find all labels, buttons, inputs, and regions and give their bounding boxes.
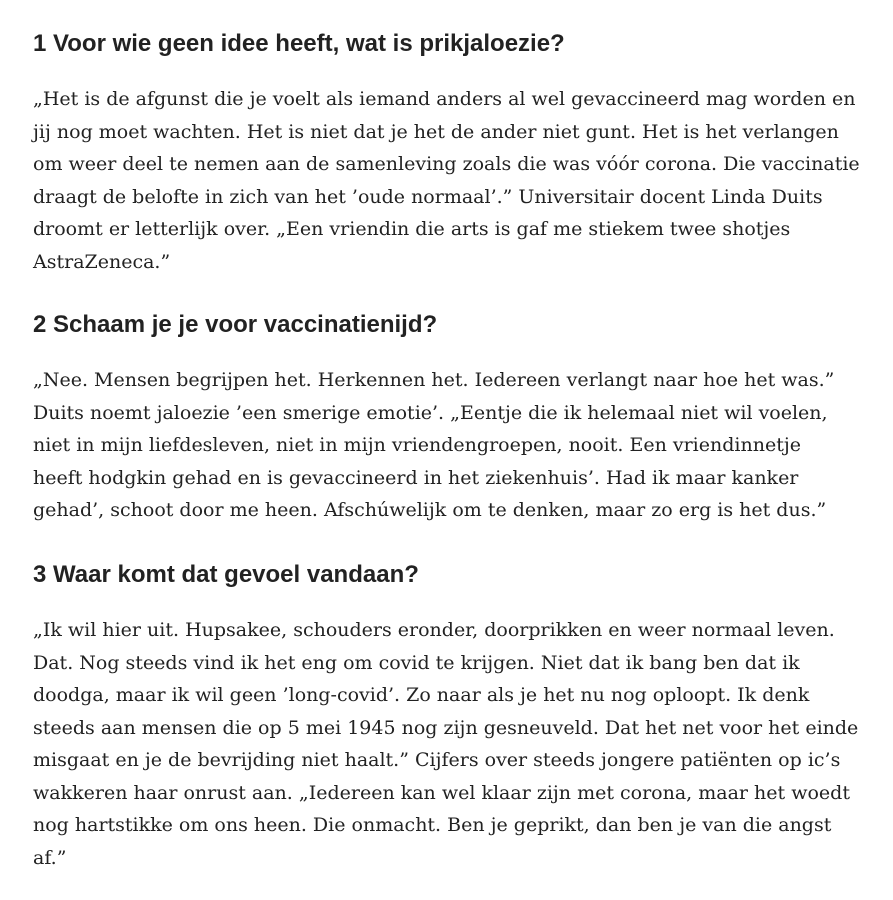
body-line: misgaat en je de bevrijding niet haalt.” Cijfers over steeds jongere patiënten op ic’s	[33, 749, 841, 771]
body-line: steeds aan mensen die op 5 mei 1945 nog zijn gesneuveld. Dat het net voor het einde	[33, 716, 859, 739]
body-line: om weer deel te nemen aan de samenleving zoals die was vóór corona. Die vaccinatie	[33, 153, 860, 175]
body-line: niet in mijn liefdesleven, niet in mijn vriendengroepen, nooit. Een vriendinnetje	[33, 434, 801, 456]
body-line: heeft hodgkin gehad en is gevaccineerd in het ziekenhuis’. Had ik maar kanker	[33, 466, 799, 489]
section-body-2	[33, 364, 834, 527]
body-line: nog hartstikke om ons heen. Die onmacht. Ben je geprikt, dan ben je van die angst	[33, 814, 832, 836]
body-line: jij nog moet wachten. Het is niet dat je het de ander niet gunt. Het is het verlangen	[33, 120, 839, 143]
body-line: gehad’, schoot door me heen. Afschúwelijk om te denken, maar zo erg is het dus.”	[33, 499, 827, 521]
body-line: „Het is de afgunst die je voelt als iemand anders al wel gevaccineerd mag worden en	[33, 88, 856, 110]
section-body-1	[33, 83, 860, 278]
body-line: wakkeren haar onrust aan. „Iedereen kan wel klaar zijn met corona, maar het woedt	[33, 781, 850, 804]
body-line: „Ik wil hier uit. Hupsakee, schouders eronder, doorprikken en weer normaal leven.	[33, 619, 835, 641]
body-line: af.”	[33, 846, 67, 869]
body-line: „Nee. Mensen begrijpen het. Herkennen het. Iedereen verlangt naar hoe het was.”	[33, 369, 835, 391]
body-line: Dat. Nog steeds vind ik het eng om covid te krijgen. Niet dat ik bang ben dat ik	[33, 651, 800, 674]
section-heading-2: 2 Schaam je je voor vaccinatienijd?	[33, 311, 438, 338]
body-line: doodga, maar ik wil geen ’long-covid’. Zo naar als je het nu nog oploopt. Ik denk	[33, 684, 810, 706]
section-heading-1: 1 Voor wie geen idee heeft, wat is prikjaloezie?	[33, 30, 565, 57]
section-heading-3: 3 Waar komt dat gevoel vandaan?	[33, 561, 419, 588]
body-line: Duits noemt jaloezie ’een smerige emotie’. „Eentje die ik helemaal niet wil voelen,	[33, 401, 828, 424]
section-body-3	[33, 614, 858, 874]
body-line: AstraZeneca.”	[33, 250, 171, 273]
body-line: droomt er letterlijk over. „Een vriendin die arts is gaf me stiekem twee shotjes	[33, 218, 791, 240]
body-line: draagt de belofte in zich van het ’oude normaal’.” Universitair docent Linda Duits	[33, 185, 823, 208]
